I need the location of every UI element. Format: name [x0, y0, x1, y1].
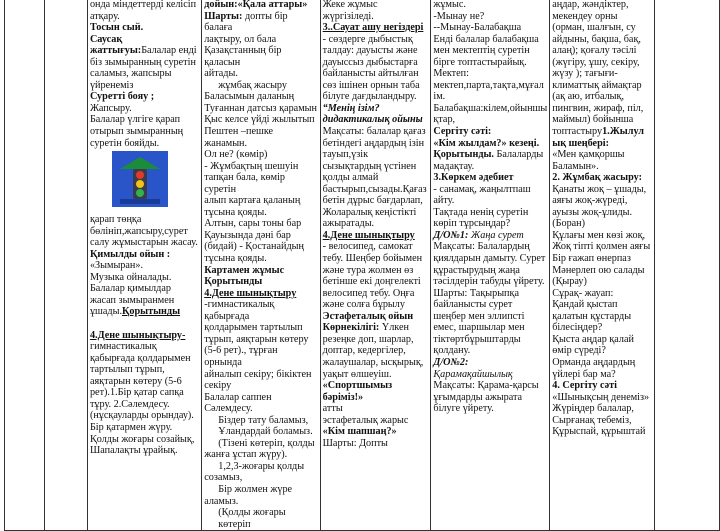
text-line: және тура жолмен өз: [322, 264, 414, 276]
text-line: қалатын құстарды: [552, 310, 632, 322]
traffic-light-picture: [112, 151, 168, 207]
text-line: шеңбер мен эллипсті: [433, 310, 525, 322]
text-line: аяғы жоқ-жүреді,: [552, 195, 628, 207]
text-line: 1,2,3-жоғары қолды: [218, 460, 305, 472]
text-line: бастырып,сызады.Қағаз: [322, 183, 427, 195]
text-line: жүзу ); тағығи-: [552, 68, 618, 80]
text-line: қиялдарын дамыту. Сурет: [433, 253, 546, 265]
text-line: пингвин, жираф, піл,: [552, 102, 644, 114]
column-friday: [550, 0, 655, 531]
text-line: атқару.: [89, 10, 120, 22]
text-line: 4. Сергіту сәті: [552, 380, 617, 392]
text-line: тартылып тұрып,: [89, 364, 165, 376]
text-line: 3.Көркем әдебиет: [433, 172, 514, 184]
text-line: Біздер тату баламыз,: [218, 414, 309, 426]
text-line: 4.Дене шынықтыру: [204, 287, 297, 299]
text-line: Қимылды ойын :: [89, 248, 171, 260]
text-line: климаттық аймақтар: [552, 79, 642, 91]
text-line: жалаушалар, ысқырық,: [322, 356, 424, 368]
text-line: онда міндеттерді келісіп: [89, 0, 197, 10]
text-line: ажыратады.: [322, 218, 375, 230]
text-line: Орманда аңдардың: [552, 356, 636, 368]
text-line: (5-6 рет)., тұрған орнында: [204, 345, 278, 368]
text-line: Сұрақ- жауап:: [552, 287, 614, 299]
text-line: суретін бояйды.: [89, 137, 160, 149]
text-line: маймыл) бойынша: [552, 114, 634, 126]
text-line: Қауызында дәні бар: [204, 229, 291, 241]
text-line: мектеп,парта,тақта,мұғал: [433, 79, 544, 91]
text-line: резеңке доп, шарлар,: [322, 333, 414, 345]
text-line: велосипед тебу. Оңға: [322, 287, 415, 299]
text-line: «Шынықсың денеміз»: [552, 391, 650, 403]
empty-column-second: [44, 0, 87, 531]
text-line: дойын:«Қала аттары»: [204, 0, 308, 10]
text-line: байланысты айтылған: [322, 68, 419, 80]
text-line: байланысты сурет: [433, 299, 513, 311]
text-line: қолды алмай: [322, 172, 379, 184]
text-line: қолдарымен тартылып: [204, 322, 303, 334]
text-line: бірге топтастырайық.: [433, 56, 527, 68]
text-line: жасап зымыранмен: [89, 294, 175, 306]
empty-column-left: [5, 0, 45, 531]
text-line: (жүгіру, ұшу, секіру,: [552, 56, 640, 68]
text-line: Қыста аңдар қалай: [552, 333, 634, 345]
text-line: біз зымыранның суретін: [89, 56, 196, 68]
text-line: Туғаннан датсыз қарамын: [204, 102, 317, 114]
text-line: алаң); қоғалу тәсілі: [552, 45, 637, 57]
text-line: - Жұмбақтың шешуін: [204, 160, 299, 172]
text-line: тұсына қояды.: [204, 253, 267, 265]
text-line: 3..Сауат ашу негіздері: [322, 22, 424, 34]
text-line: Бір жолмен жүре: [218, 483, 293, 495]
text-line: секiру: [204, 380, 232, 392]
text-line: бөлініп,жапсыру,сурет: [89, 225, 188, 237]
text-line: (Қырау): [552, 276, 587, 288]
text-line: тапқан бала, көмір суретін: [204, 172, 286, 195]
text-line: Бір ғажап өнерпаз: [552, 253, 631, 265]
text-line: емес, шаршылар мен: [433, 322, 525, 334]
text-line: алып картаға қаланың: [204, 195, 301, 207]
text-line: Бір қатармен жүру.: [89, 421, 173, 433]
text-line: сызықтардың үстінен: [322, 160, 417, 172]
text-line: тебу. Шеңбер бойымен: [322, 253, 423, 265]
text-line: көріп тұрсыңдар?: [433, 218, 511, 230]
column-text-continued: [90, 214, 199, 456]
text-line: (Боран): [552, 218, 586, 230]
text-line: бетінше екі доңгелекті: [322, 276, 421, 288]
text-line: ұшады.Қорытынды: [89, 306, 181, 318]
text-line: Құлағы мен көзі жоқ,: [552, 229, 646, 241]
text-line: Қорытынды. Балаларды: [433, 149, 544, 161]
text-line: Алтын, сары тоны бар: [204, 218, 302, 230]
text-line: үйлері бар ма?: [552, 368, 616, 380]
text-line: «Кім шапшаң?»: [322, 426, 397, 438]
text-line: «Мен қамқоршы: [552, 149, 625, 161]
text-line: гимнастикалық: [89, 341, 157, 353]
text-line: бетін дұрыс бағдарлап,: [322, 195, 423, 207]
text-line: Д/О№1: Жаңа сурет: [433, 229, 524, 241]
text-line: -Мынау не?: [433, 10, 485, 22]
text-line: Қарамақайшылық: [433, 368, 513, 380]
text-line: «Зымыран».: [89, 260, 143, 272]
text-line: тәсілдерін табуды үйрету.: [433, 276, 545, 288]
text-line: және солға бұрылу: [322, 299, 405, 311]
column-wednesday: [320, 0, 431, 531]
text-line: Эстафеталық ойын: [322, 310, 414, 322]
text-line: Жеке жұмыс: [322, 0, 378, 10]
text-line: Шарты: Тақырыпқа: [433, 287, 519, 299]
text-line: мадақтау.: [433, 160, 475, 172]
text-line: (Қолды жоғары көтеріп: [218, 507, 286, 530]
text-line: Мектеп:: [433, 68, 469, 80]
text-line: Жоқ тіпті қолмен аяғы: [552, 241, 651, 253]
text-line: «Кім жылдам?» кезеңі.: [433, 137, 540, 149]
text-line: Жоларалық кеңістікті: [322, 206, 417, 218]
text-line: тұру. 2.Сәлемдесу.: [89, 398, 170, 410]
text-line: мекендеу орны: [552, 10, 618, 22]
text-line: айту.: [433, 195, 455, 207]
text-line: сөз ішінен орнын таба: [322, 79, 420, 91]
text-line: Қандай қыстап: [552, 299, 618, 311]
text-line: созамыз,: [204, 472, 243, 484]
text-line: Көрнекілігі: Үлкен: [322, 322, 409, 334]
text-line: Пештен –пешке жанамын.: [204, 126, 274, 149]
text-line: аңдар, жәндіктер,: [552, 0, 629, 10]
text-line: топтастыру1.Жылул: [552, 126, 645, 138]
text-line: 2. Жұмбақ жасыру:: [552, 172, 642, 184]
text-line: Сергіту сәті:: [433, 126, 492, 138]
text-line: -гимнастикалық қабырғада: [204, 299, 275, 322]
text-line: Тосын сый.: [89, 22, 144, 34]
empty-column-right: [655, 0, 720, 531]
text-line: тұрып, аяқтарын көтеру: [204, 333, 309, 345]
column-text: [552, 0, 652, 438]
text-line: (ақ аю, итбалық,: [552, 91, 624, 103]
text-line: (бидай) - Қостанайдың: [204, 241, 304, 253]
column-text: [90, 0, 199, 149]
lesson-plan-table: [4, 0, 720, 531]
text-line: рет).1.Бір қатар сапқа: [89, 387, 184, 399]
text-line: Қорытынды: [204, 276, 263, 288]
text-line: жаттығуы:Балалар енді: [89, 45, 197, 57]
text-line: Балабақша:кілем,ойыншы: [433, 102, 548, 114]
text-line: айналып секіру; бiкiктен: [204, 368, 312, 380]
text-line: 4.Дене шынықтыру-: [89, 329, 186, 341]
text-line: ұғымдарды ажырата: [433, 391, 523, 403]
text-line: Мақсаты: Қарама-қарсы: [433, 380, 539, 392]
text-line: жанға ұстап жүру).: [204, 449, 288, 461]
text-line: жүргізіледі.: [322, 10, 374, 22]
text-line: Мәнерлеп ою салады: [552, 264, 645, 276]
text-line: ық шеңбері:: [552, 137, 609, 149]
text-line: Енді балалар балабақша: [433, 33, 539, 45]
text-line: Суретті бояу ;: [89, 91, 155, 103]
text-line: Д/О№2:: [433, 356, 469, 368]
text-line: ауызы жоқ-ұлиды.: [552, 206, 633, 218]
text-line: білуге үйрету.: [433, 403, 494, 415]
text-line: дауыссыз дыбыстарға: [322, 56, 418, 68]
text-line: аяқтарын көтеру (5-6: [89, 375, 182, 387]
text-line: мен мектептің суретін: [433, 45, 530, 57]
text-line: Қанаты жоқ – ұшады,: [552, 183, 647, 195]
text-line: айдыны, бақша, бақ,: [552, 33, 641, 45]
text-line: отырып зымыранның: [89, 126, 184, 138]
text-line: доптар, кедергілер,: [322, 345, 406, 357]
text-line: Шапалақты ұрайық.: [89, 445, 178, 457]
text-line: Балалар саппен Сәлемдесу.: [204, 391, 272, 415]
text-line: Қыс келсе үйді жылытып: [204, 114, 315, 126]
text-line: жұмбақ жасыру: [218, 79, 287, 91]
table-row: [5, 0, 720, 531]
text-line: (нұсқауларды орындау).: [89, 410, 194, 422]
text-line: айтады.: [204, 68, 238, 80]
text-line: Музыка ойналады.: [89, 271, 172, 283]
text-line: қабырғада қолдарымен: [89, 352, 191, 364]
text-line: Саусақ: [89, 33, 123, 45]
text-line: бетіндегі аңдардың ізін: [322, 137, 425, 149]
column-text: [204, 0, 317, 530]
text-line: Жапсыру.: [89, 102, 132, 114]
text-line: Балалар үлгіге қарап: [89, 114, 181, 126]
text-line: құрастырудың жаңа: [433, 264, 520, 276]
text-line: лақтыру, ол бала: [204, 33, 277, 45]
text-line: Балалар қимылдар: [89, 283, 171, 295]
text-line: білуге дағдыландыру.: [322, 91, 417, 103]
text-line: саламыз, жапсыры: [89, 68, 172, 80]
text-line: жұмыс.: [433, 0, 466, 10]
text-line: уақыт өлшеуіш.: [322, 368, 392, 380]
text-line: Мақсаты: балалар қағаз: [322, 126, 426, 138]
text-line: (орман, шалғын, су: [552, 22, 636, 34]
text-line: тауып,үзік: [322, 149, 369, 161]
text-line: атты: [322, 403, 343, 415]
text-line: өмір сүреді?: [552, 345, 606, 357]
text-line: тіктөртбұрыштарды: [433, 333, 521, 345]
column-tuesday: [202, 0, 320, 531]
text-line: - санамақ, жаңылтпаш: [433, 183, 531, 195]
text-line: талдау: дауысты және: [322, 45, 418, 57]
text-line: аламыз.: [204, 495, 239, 507]
text-line: үйренеміз: [89, 79, 134, 91]
text-line: - велосипед, самокат: [322, 241, 413, 253]
text-line: «Спортшымыз: [322, 380, 393, 392]
text-line: Шарты: Допты: [322, 437, 388, 449]
text-line: Құрыспай, құрыштай: [552, 426, 646, 438]
text-line: қолдану.: [433, 345, 471, 357]
text-line: қарап төңқа: [89, 214, 142, 226]
text-line: Жүрiңдер балалар,: [552, 403, 634, 415]
text-line: Шарты: допты бір балаға: [204, 10, 288, 34]
text-line: Мақсаты: Балалардың: [433, 241, 530, 253]
column-text: [433, 0, 547, 415]
text-line: Ұландардай боламыз.: [218, 426, 313, 438]
text-line: Картамен жұмыс: [204, 264, 285, 276]
text-line: білесіңдер?: [552, 322, 603, 334]
text-line: Сырғанақ тебеміз,: [552, 414, 632, 426]
column-thursday: [431, 0, 550, 531]
text-line: ім.: [433, 91, 446, 103]
text-line: бәріміз!»: [322, 391, 364, 403]
column-monday: [87, 0, 201, 531]
text-line: “Менің ізім?: [322, 102, 380, 114]
text-line: салу жұмыстарын жасау.: [89, 237, 198, 249]
text-line: Баламын».: [552, 160, 599, 172]
text-line: тұсына қояды.: [204, 206, 267, 218]
text-line: дидактикалық ойыны: [322, 114, 423, 126]
text-line: - сөздерге дыбыстық: [322, 33, 413, 45]
text-line: Баласымын даланың: [204, 91, 295, 103]
text-line: Қазақстанның бір қаласын: [204, 45, 282, 68]
text-line: қтар,: [433, 114, 456, 126]
text-line: --Мынау-Балабақша: [433, 22, 522, 34]
text-line: 4.Дене шынықтыру: [322, 229, 415, 241]
text-line: [90, 318, 199, 330]
text-line: Тақтада ненің суретін: [433, 206, 529, 218]
text-line: Ол не? (көмір): [204, 149, 268, 161]
text-line: (Тізені көтеріп, қолды: [218, 437, 315, 449]
text-line: эстафеталық жарыс: [322, 414, 409, 426]
text-line: Қолды жоғары созайық,: [89, 433, 195, 445]
column-text: [323, 0, 429, 449]
